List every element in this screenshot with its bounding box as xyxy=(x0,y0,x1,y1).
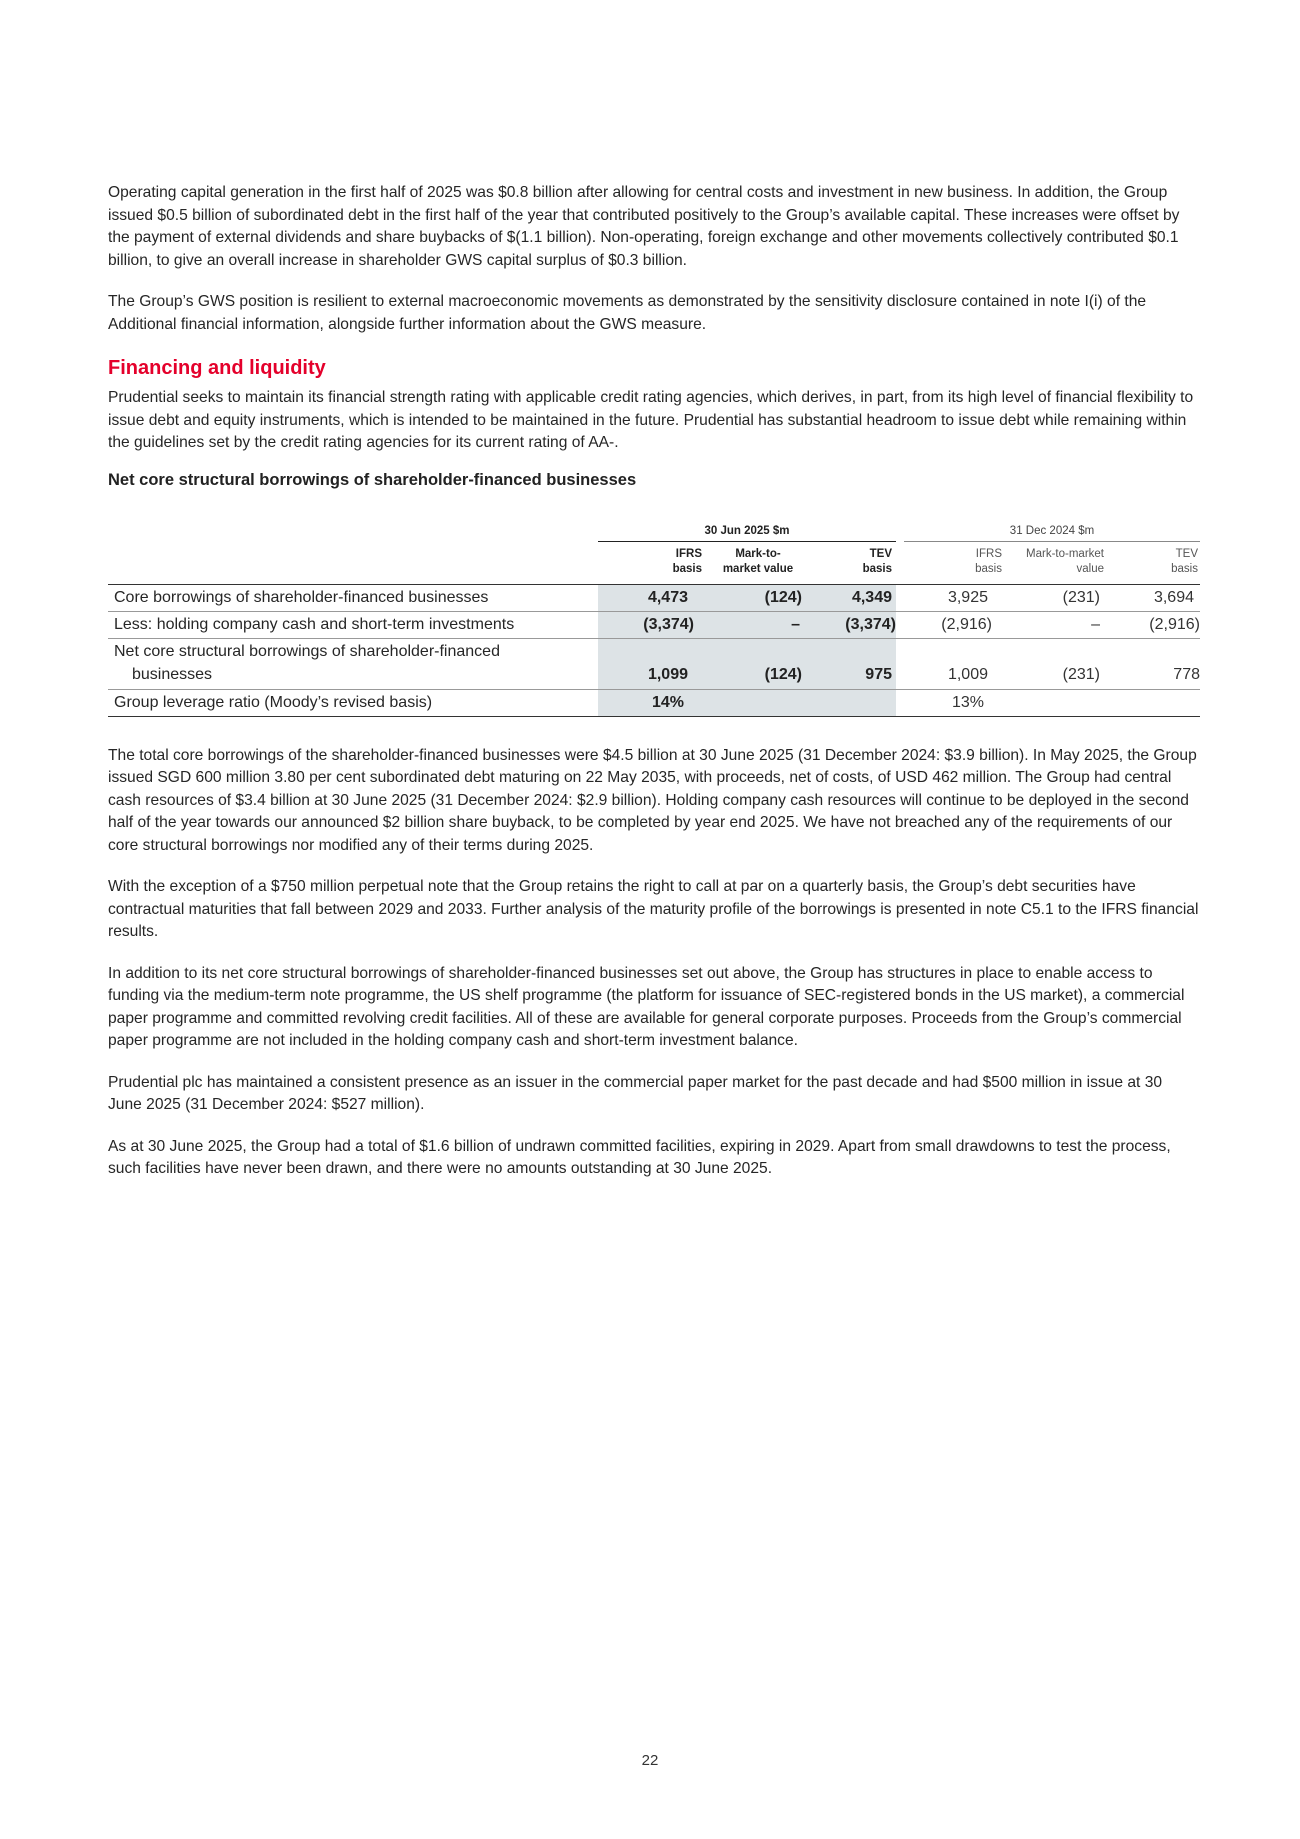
cell-current-mtm: – xyxy=(791,615,800,633)
col-header-current-tev: TEV basis xyxy=(862,547,892,575)
cell-current-mtm: (124) xyxy=(764,588,802,606)
cell-prior-mtm: (231) xyxy=(1062,588,1100,606)
row-label: Group leverage ratio (Moody’s revised basis) xyxy=(114,693,433,711)
table-row xyxy=(108,585,1200,611)
page-content xyxy=(108,182,1200,1200)
page-number: 22 xyxy=(641,1752,659,1769)
cell-current-ifrs: (3,374) xyxy=(643,615,694,633)
paragraph-capital-generation: Operating capital generation in the first half of 2025 was $0.8 billion after allowing for central costs and investment in new business. In addition, the Group issued $0.5 billion of subordinated debt in the first half of the year that contributed positively to the Group’s available capital. These increases were offset by the payment of external dividends and share buybacks of $(1.1 billion). Non-operating, foreign exchange and other movements collectively contributed $0.1 billion, to give an overall increase in shareholder GWS capital surplus of $0.3 billion. xyxy=(108,184,1180,269)
cell-current-ifrs: 14% xyxy=(651,693,684,711)
paragraph-gws-resilience: The Group’s GWS position is resilient to external macroeconomic movements as demonstrated by the sensitivity disclosure contained in note I(i) of the Additional financial information, alongside further information about the GWS measure. xyxy=(108,293,1147,333)
row-label: Net core structural borrowings of shareholder-financed xyxy=(114,642,500,660)
cell-current-mtm: (124) xyxy=(764,665,802,683)
table-row xyxy=(108,690,1200,716)
cell-current-tev: 975 xyxy=(865,665,892,683)
column-group-prior: 31 Dec 2024 $m xyxy=(904,523,1200,542)
row-label-continued: businesses xyxy=(132,665,213,683)
table-title: Net core structural borrowings of shareholder-financed businesses xyxy=(108,470,637,489)
cell-prior-mtm: – xyxy=(1091,615,1100,633)
paragraph-undrawn-facilities: As at 30 June 2025, the Group had a total of $1.6 billion of undrawn committed facilities, expiring in 2029. Apart from small drawdowns to test the process, such facilities have never been drawn, and there were no amounts outstanding at 30 June 2025. xyxy=(108,1137,1171,1177)
cell-current-tev: 4,349 xyxy=(851,588,892,606)
cell-prior-ifrs: 13% xyxy=(951,693,984,711)
table-row xyxy=(108,612,1200,638)
paragraph-financing-intro: Prudential seeks to maintain its financial strength rating with applicable credit rating agencies, which derives, in part, from its high level of financial flexibility to issue debt and equity instruments, which is intended to be maintained in the future. Prudential has substantial headroom to issue debt while remaining within the guidelines set by the credit rating agencies for its current rating of AA-. xyxy=(108,389,1194,451)
column-group-current: 30 Jun 2025 $m xyxy=(598,523,896,542)
cell-prior-ifrs: 3,925 xyxy=(947,588,988,606)
paragraph-funding-structures: In addition to its net core structural borrowings of shareholder-financed businesses set out above, the Group has structures in place to enable access to funding via the medium-term note programme, the US shelf programme (the platform for issuance of SEC-registered bonds in the US market), a commercial paper programme and committed revolving credit facilities. All of these are available for general corporate purposes. Proceeds from the Group’s commercial paper programme are not included in the holding company cash and short-term investment balance. xyxy=(108,964,1185,1049)
row-label: Less: holding company cash and short-term investments xyxy=(114,615,515,633)
cell-current-ifrs: 4,473 xyxy=(647,588,688,606)
borrowings-table xyxy=(108,523,1200,717)
col-header-prior-mtm: Mark-to-market value xyxy=(1026,547,1104,575)
col-header-current-ifrs: IFRS basis xyxy=(672,547,702,575)
cell-prior-tev: (2,916) xyxy=(1149,615,1200,633)
paragraph-total-borrowings: The total core borrowings of the shareholder-financed businesses were $4.5 billion at 30 June 2025 (31 December 2024: $3.9 billion). In May 2025, the Group issued SGD 600 million 3.80 per cent subordinated debt maturing on 22 May 2035, with proceeds, net of costs, of USD 462 million. The Group had central cash resources of $3.4 billion at 30 June 2025 (31 December 2024: $2.9 billion). Holding company cash resources will continue to be deployed in the second half of the year towards our announced $2 billion share buyback, to be completed by year end 2025. We have not breached any of the requirements of our core structural borrowings nor modified any of their terms during 2025. xyxy=(108,746,1197,854)
cell-prior-ifrs: (2,916) xyxy=(941,615,992,633)
paragraph-commercial-paper: Prudential plc has maintained a consistent presence as an issuer in the commercial paper market for the past decade and had $500 million in issue at 30 June 2025 (31 December 2024: $527 million). xyxy=(108,1073,1163,1113)
col-header-prior-tev: TEV basis xyxy=(1171,547,1198,575)
col-header-prior-ifrs: IFRS basis xyxy=(975,547,1002,575)
cell-prior-tev: 3,694 xyxy=(1153,588,1194,606)
row-label: Core borrowings of shareholder-financed businesses xyxy=(114,588,489,606)
cell-prior-ifrs: 1,009 xyxy=(947,665,988,683)
cell-prior-tev: 778 xyxy=(1173,665,1200,683)
table-row xyxy=(108,639,1200,689)
table-bottom-rule xyxy=(108,716,1200,717)
col-header-current-mtm: Mark-to- market value xyxy=(722,547,794,575)
cell-current-ifrs: 1,099 xyxy=(647,665,688,683)
section-heading-financing: Financing and liquidity xyxy=(108,357,326,379)
cell-current-tev: (3,374) xyxy=(845,615,896,633)
paragraph-debt-maturities: With the exception of a $750 million perpetual note that the Group retains the right to call at par on a quarterly basis, the Group’s debt securities have contractual maturities that fall between 2029 and 2033. Further analysis of the maturity profile of the borrowings is presented in note C5.1 to the IFRS financial results. xyxy=(108,878,1199,940)
cell-prior-mtm: (231) xyxy=(1062,665,1100,683)
